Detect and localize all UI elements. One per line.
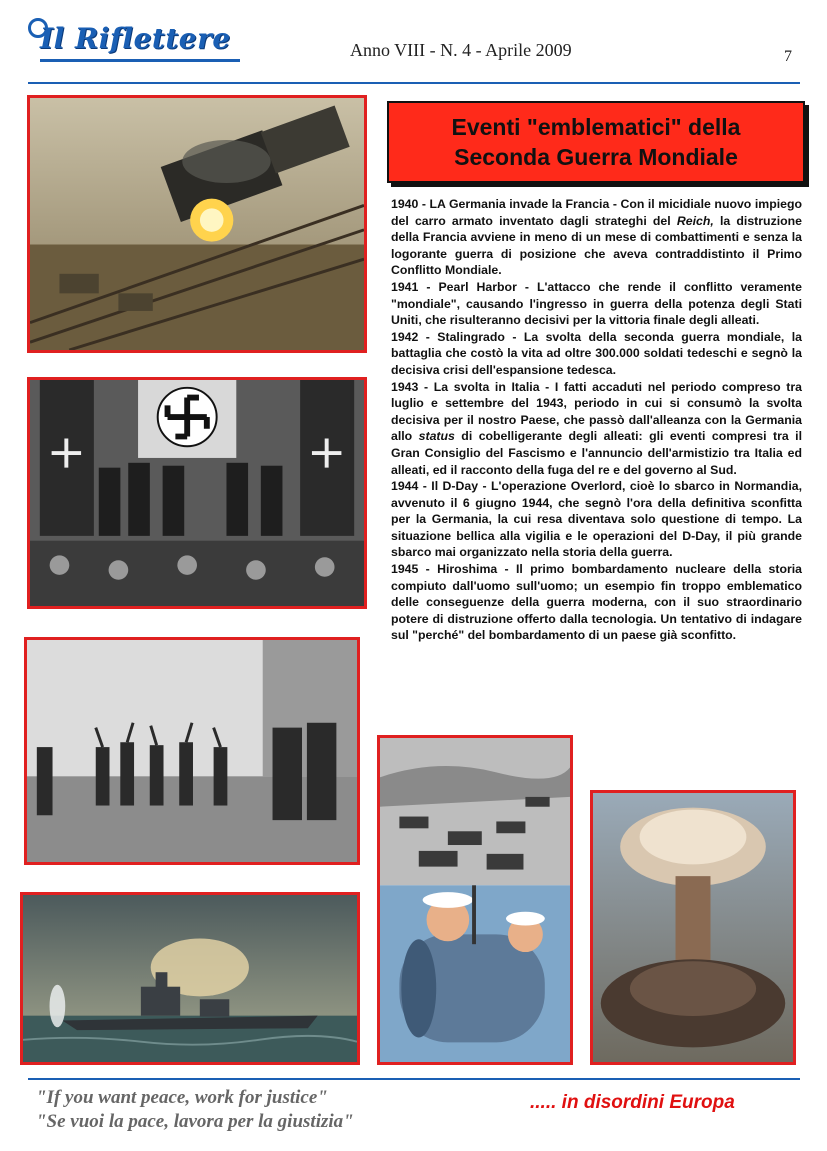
headline-line-2: Seconda Guerra Mondiale [454,144,738,170]
headline-box [387,101,805,183]
paragraph-1945: 1945 - Hiroshima - Il primo bombardamento nucleare della storia compiuto dall'uomo sull'uomo; un esempio fin troppo emblematico delle conseguenze della guerra moderna, con il suo straordinario potere di distruzione offerto dalla tecnologia. Un tentativo di indagare sul "perché" del bombardamento di un paese già sconfitto. [391,562,802,643]
quote-english: "If you want peace, work for justice" [36,1087,328,1108]
photo-train-battle [27,95,367,353]
page-number: 7 [784,48,792,65]
tanks-sailors-illustration [380,738,570,1062]
photo-mushroom-cloud [590,790,796,1065]
article-body [391,196,802,644]
ceremony-illustration [30,380,364,606]
publication-title: Il Riflettere [40,22,231,55]
headline-line-1: Eventi "emblematici" della [451,114,741,140]
paragraph-1943: 1943 - La svolta in Italia - I fatti accaduti nel periodo compreso tra luglio e settembre del 1943, periodo in cui si consumò la svolta decisiva per il nostro Paese, che passò dall'alleanza con la Germania allo status di cobelligerante degli alleati: gli eventi compresi tra il Gran Consiglio del Fascismo e l'annuncio dell'armistizio tra Italia ed alleati, ed il racconto della fuga del re e del governo al Sud. [391,379,802,477]
train-battle-illustration [30,98,364,350]
quote-italian: "Se vuoi la pace, lavora per la giustizia" [36,1111,354,1132]
photo-tanks-sailors [377,735,573,1065]
mushroom-cloud-illustration [593,793,793,1062]
battleship-illustration [23,895,357,1062]
masthead-underline [40,59,240,62]
masthead [28,14,258,64]
surrender-illustration [27,640,357,862]
photo-battleship [20,892,360,1065]
photo-surrender [24,637,360,865]
issue-info: Anno VIII - N. 4 - Aprile 2009 [350,40,572,60]
paragraph-1940: 1940 - LA Germania invade la Francia - Con il micidiale nuovo impiego del carro armato inventato dagli strateghi del Reich, la distruzione della Francia avviene in meno di un mese di combattimenti e senza la logorante guerra di posizione che aveva contraddistinto il Primo Conflitto Mondiale. [391,197,802,278]
footer-rule [28,1078,800,1080]
footer-quote [36,1086,354,1134]
paragraph-1944: 1944 - Il D-Day - L'operazione Overlord, cioè lo sbarco in Normandia, avvenuto il 6 giugno 1944, che segnò l'ora della definitiva sconfitta per la Germania, la cui resa diventava solo questione di tempo. La situazione bellica alla vigilia e le operazioni del D-Day, il più grande sbarco mai organizzato nella storia della guerra. [391,479,802,560]
paragraph-1941: 1941 - Pearl Harbor - L'attacco che rende il conflitto veramente "mondiale", causando l'ingresso in guerra della potenza degli Stati Uniti, che risulteranno decisivi per la vittoria finale degli alleati. [391,279,802,328]
photo-ceremony [27,377,367,609]
header-rule [28,82,800,84]
paragraph-1942: 1942 - Stalingrado - La svolta della seconda guerra mondiale, la battaglia che costò la vita ad oltre 300.000 soldati tedeschi e segnò la decisiva crisi dell'espansione tedesca. [391,329,802,377]
footer-tagline: ..... in disordini Europa [530,1092,735,1113]
